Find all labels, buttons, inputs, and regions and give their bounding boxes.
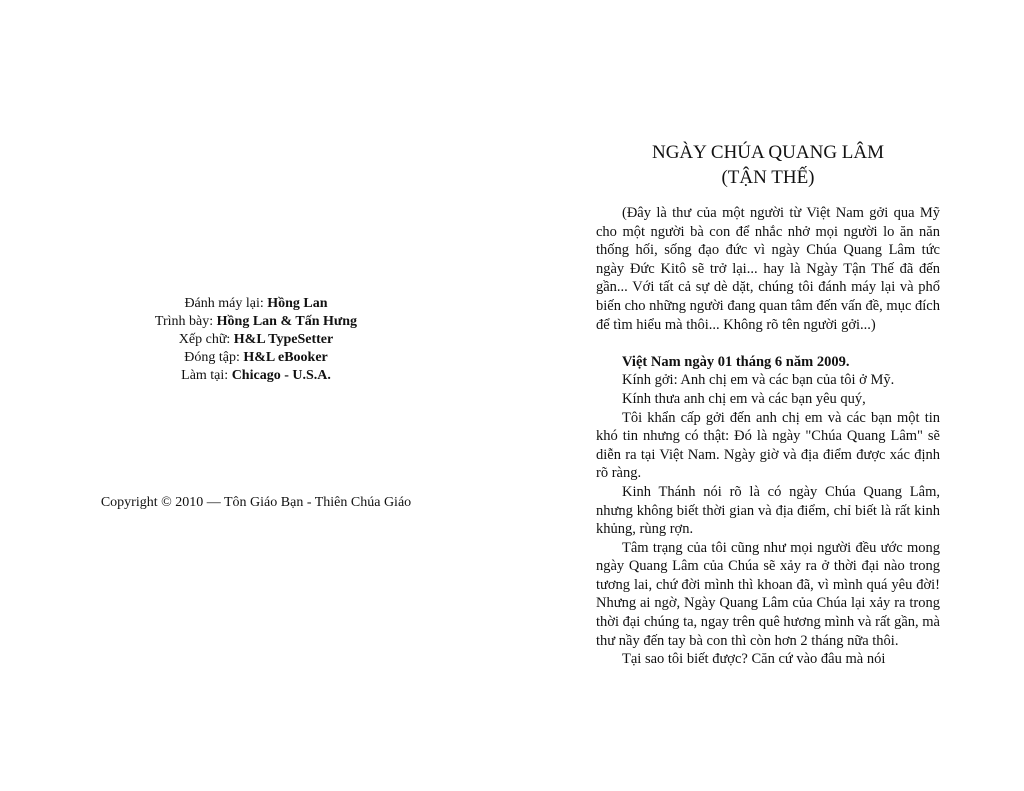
right-page <box>596 140 940 669</box>
page-subtitle: (TẬN THẾ) <box>721 167 815 188</box>
copyright-notice: Copyright © 2010 — Tôn Giáo Bạn - Thiên Chúa Giáo <box>100 495 412 510</box>
page-title: NGÀY CHÚA QUANG LÂM <box>651 142 885 163</box>
title-block <box>596 140 940 190</box>
credit-binder: Đóng tập: H&L eBooker <box>184 350 328 365</box>
credit-layout: Trình bày: Hồng Lan & Tấn Hưng <box>154 314 358 329</box>
paragraph: Kinh Thánh nói rõ là có ngày Chúa Quang Lâm, nhưng không biết thời gian và địa điểm, chỉ biết là rất kinh khủng, rùng rợn. <box>596 483 940 538</box>
dateline: Việt Nam ngày 01 tháng 6 năm 2009. <box>622 353 850 370</box>
paragraph: Tôi khẩn cấp gởi đến anh chị em và các bạn một tin khó tin nhưng có thật: Đó là ngày "Chúa Quang Lâm" sẽ diễn ra tại Việt Nam. Ngày giờ và địa điểm được xác định rõ ràng. <box>596 409 940 482</box>
credit-typesetter: Xếp chữ: H&L TypeSetter <box>178 332 334 347</box>
credit-location: Làm tại: Chicago - U.S.A. <box>181 368 331 383</box>
credits-block <box>86 295 426 385</box>
paragraph: Kính thưa anh chị em và các bạn yêu quý, <box>622 390 866 407</box>
intro-paragraph: (Đây là thư của một người từ Việt Nam gởi qua Mỹ cho một người bà con để nhắc nhở mọi người lo ăn năn thống hối, sống đạo đức vì ngày Chúa Quang Lâm tức ngày Đức Kitô sẽ trở lại... hay là Ngày Tận Thế đã đến gần... Với tất cả sự dè dặt, chúng tôi đánh máy lại và phổ biến cho những người đang quan tâm đến vấn đề, mục đích để tìm hiểu mà thôi... Không rõ tên người gởi...) <box>596 205 940 333</box>
paragraph: Tâm trạng của tôi cũng như mọi người đều ước mong ngày Quang Lâm của Chúa sẽ xảy ra ở thời đại nào trong tương lai, chứ đời mình thì khoan đã, vì mình quá yêu đời! Nhưng ai ngờ, Ngày Quang Lâm của Chúa lại xảy ra trong thời đại chúng ta, ngay trên quê hương mình và rất gần, mà thư nầy đến tay bà con thì còn hơn 2 tháng nữa thôi. <box>596 539 940 649</box>
credit-typist: Đánh máy lại: Hồng Lan <box>184 296 328 311</box>
paragraph: Tại sao tôi biết được? Căn cứ vào đâu mà nói <box>622 651 886 668</box>
letter-body <box>596 204 940 669</box>
paragraph: Kính gởi: Anh chị em và các bạn của tôi ở Mỹ. <box>622 372 895 389</box>
